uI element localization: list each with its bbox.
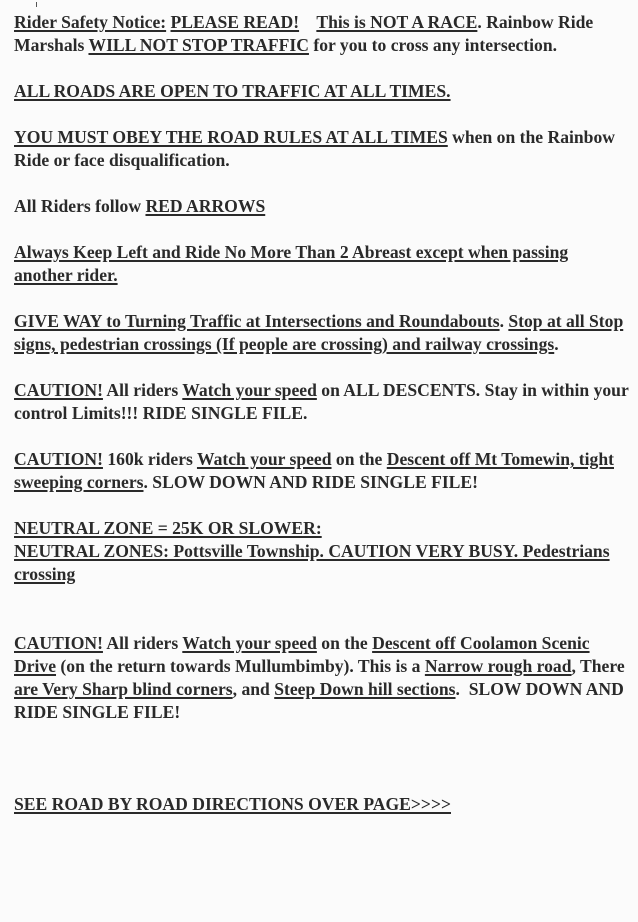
text-segment: . SLOW DOWN AND RIDE SINGLE FILE! xyxy=(14,679,629,722)
notice-paragraph-red-arrows xyxy=(14,195,630,218)
see-directions-over-page: SEE ROAD BY ROAD DIRECTIONS OVER PAGE>>>> xyxy=(14,794,451,814)
roads-open-text: ALL ROADS ARE OPEN TO TRAFFIC AT ALL TIMES. xyxy=(14,81,451,101)
notice-paragraph-intro xyxy=(14,11,630,57)
watch-speed: Watch your speed xyxy=(196,449,332,469)
not-a-race: This is NOT A RACE xyxy=(316,12,478,32)
notice-paragraph-directions xyxy=(14,793,630,816)
notice-paragraph-road-rules xyxy=(14,126,630,172)
descent-coolamon: Descent off Coolamon Scenic Drive xyxy=(14,633,590,676)
neutral-zones-list: NEUTRAL ZONES: Pottsville Township. CAUTION VERY BUSY. Pedestrians crossing xyxy=(14,541,610,584)
keep-left-text: Always Keep Left and Ride No More Than 2 Abreast except when passing another rider. xyxy=(14,242,569,285)
steep-downhill-sections: Steep Down hill sections xyxy=(274,679,456,699)
notice-paragraph-mt-tomewin xyxy=(14,448,630,494)
scan-mark xyxy=(36,2,37,7)
sharp-blind-corners: are Very Sharp blind corners xyxy=(14,679,233,699)
red-arrows: RED ARROWS xyxy=(145,196,266,216)
safety-notice-document xyxy=(14,11,630,816)
caution-label: CAUTION! xyxy=(14,633,103,653)
narrow-rough-road: Narrow rough road xyxy=(424,656,572,676)
text-segment: . xyxy=(554,334,559,354)
watch-speed: Watch your speed xyxy=(182,633,317,653)
notice-paragraph-descents xyxy=(14,379,630,425)
text-segment: All riders xyxy=(102,633,183,653)
stop-signs-text: Stop at all Stop signs, pedestrian crossings (If people are crossing) and railway crossings xyxy=(14,311,624,354)
caution-label: CAUTION! xyxy=(14,380,103,400)
text-segment: 160k riders xyxy=(102,449,197,469)
notice-title: Rider Safety Notice: xyxy=(14,12,167,32)
text-segment: for you to cross any intersection. xyxy=(308,35,558,55)
notice-paragraph-keep-left xyxy=(14,241,630,287)
text-segment: All riders xyxy=(102,380,183,400)
descent-mt-tomewin: Descent off Mt Tomewin, tight sweeping corners xyxy=(14,449,614,492)
watch-speed: Watch your speed xyxy=(182,380,317,400)
notice-paragraph-coolamon xyxy=(14,632,630,724)
text-segment: on the xyxy=(316,633,373,653)
caution-label: CAUTION! xyxy=(14,449,103,469)
text-segment: All Riders follow xyxy=(14,196,146,216)
obey-road-rules: YOU MUST OBEY THE ROAD RULES AT ALL TIMES xyxy=(14,127,448,147)
text-segment: . SLOW DOWN AND RIDE SINGLE FILE! xyxy=(143,472,479,492)
will-not-stop-traffic: WILL NOT STOP TRAFFIC xyxy=(88,35,309,55)
text-segment: (on the return towards Mullumbimby). This is a xyxy=(56,656,425,676)
notice-paragraph-neutral-zone xyxy=(14,517,630,586)
text-segment: on the xyxy=(331,449,387,469)
text-segment: when on the Rainbow Ride or face disqualification. xyxy=(14,127,615,170)
text-segment: , There xyxy=(571,656,625,676)
give-way-text: GIVE WAY to Turning Traffic at Intersections and Roundabouts xyxy=(14,311,500,331)
please-read: PLEASE READ! xyxy=(170,12,300,32)
text-segment: , and xyxy=(232,679,275,699)
neutral-zone-speed: NEUTRAL ZONE = 25K OR SLOWER: xyxy=(14,518,322,538)
text-segment xyxy=(299,12,316,32)
text-segment: . xyxy=(499,311,509,331)
text-segment: on ALL DESCENTS. Stay in within your control Limits!!! RIDE SINGLE FILE. xyxy=(14,380,629,423)
notice-paragraph-give-way xyxy=(14,310,630,356)
text-segment: . Rainbow Ride Marshals xyxy=(14,12,594,55)
notice-paragraph-open-roads xyxy=(14,80,630,103)
